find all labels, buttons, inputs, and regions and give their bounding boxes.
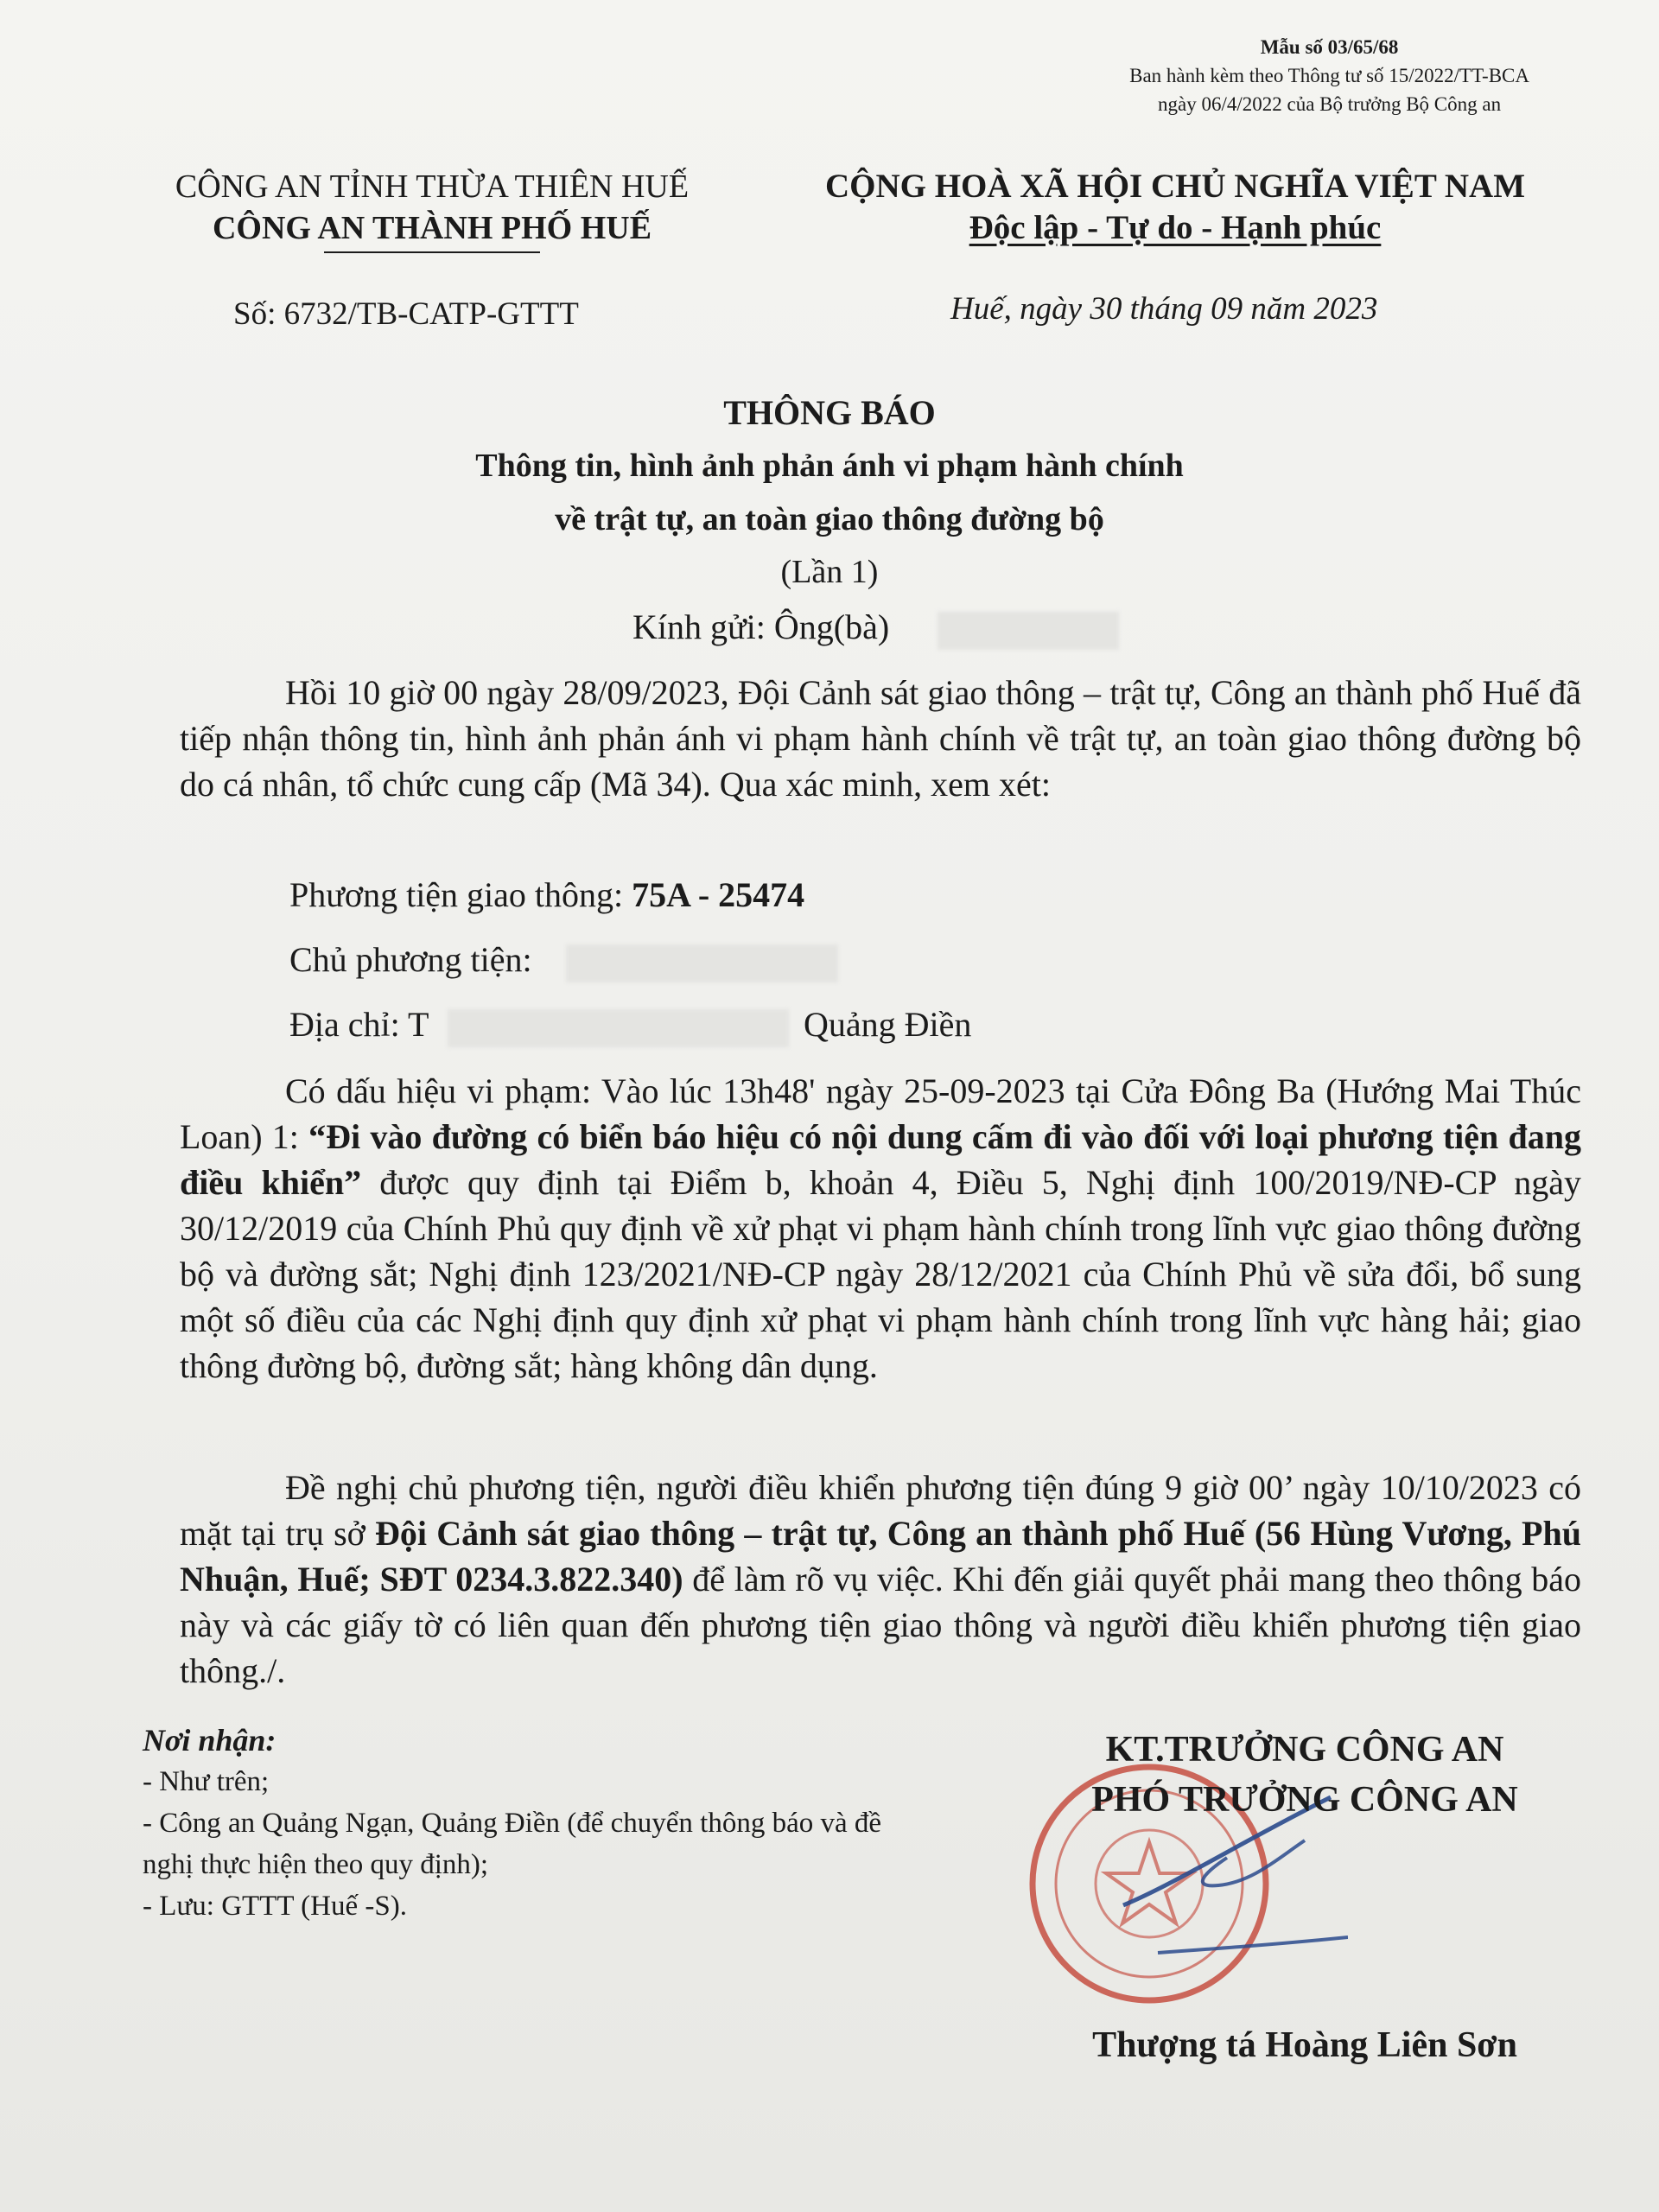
place-and-date: Huế, ngày 30 tháng 09 năm 2023 <box>950 291 1378 327</box>
form-date-line: ngày 06/4/2022 của Bộ trưởng Bộ Công an <box>1158 93 1502 115</box>
signer-name: Thượng tá Hoàng Liên Sơn <box>1092 2025 1517 2065</box>
request-location: Đội Cảnh sát giao thông – trật tự, Công an thành phố Huế (56 Hùng Vương, Phú Nhuận, Huế; SĐT 0234.3.822.340) <box>180 1514 1581 1599</box>
title-sub-1: Thông tin, hình ảnh phản ánh vi phạm hành chính <box>475 448 1184 484</box>
receiver-item: - Như trên; <box>143 1766 270 1797</box>
receivers-title: Nơi nhận: <box>143 1723 276 1758</box>
request-paragraph <box>180 1465 1581 1694</box>
signer-title-line-1: KT.TRƯỞNG CÔNG AN <box>1105 1730 1504 1770</box>
recipient-label: Kính gửi: Ông(bà) <box>632 607 890 646</box>
redacted-recipient <box>938 612 1119 650</box>
intro-text: Hồi 10 giờ 00 ngày 28/09/2023, Đội Cảnh sát giao thông – trật tự, Công an thành phố Huế đã tiếp nhận thông tin, hình ảnh phản ánh vi phạm hành chính về trật tự, an toàn giao thông đường bộ do cá nhân, tổ chức cung cấp (Mã 34). Qua xác minh, xem xét: <box>180 673 1581 804</box>
form-reference <box>1129 33 1529 118</box>
title-sub-2: về trật tự, an toàn giao thông đường bộ <box>555 501 1104 537</box>
issuing-agency <box>130 166 734 249</box>
nation-motto: Độc lập - Tự do - Hạnh phúc <box>969 209 1382 246</box>
address-label: Địa chỉ: T <box>289 1005 429 1044</box>
intro-paragraph <box>180 670 1581 807</box>
notice-round: (Lần 1) <box>780 554 879 590</box>
address-tail: Quảng Điền <box>804 1005 972 1044</box>
vehicle-plate: 75A - 25474 <box>632 875 805 914</box>
request-instructions: để làm rõ vụ việc. Khi đến giải quyết phải mang theo thông báo này và các giấy tờ có liên quan đến phương tiện giao thông và người điều khiển phương tiện giao thông./. <box>180 1560 1582 1690</box>
owner-label: Chủ phương tiện: <box>289 940 532 979</box>
vehicle-label: Phương tiện giao thông: <box>289 875 624 914</box>
form-code: Mẫu số 03/65/68 <box>1260 36 1399 58</box>
violation-legal-basis: được quy định tại Điểm b, khoản 4, Điều 5, Nghị định 100/2019/NĐ-CP ngày 30/12/2019 của Chính Phủ quy định về xử phạt vi phạm hành chính trong lĩnh vực giao thông đường bộ và đường sắt; Nghị định 123/2021/NĐ-CP ngày 28/12/2021 của Chính Phủ về sửa đổi, bổ sung một số điều của các Nghị định quy định xử phạt vi phạm hành chính trong lĩnh vực hàng hải; giao thông đường bộ, đường sắt; hàng không dân dụng. <box>180 1163 1581 1385</box>
address-row <box>289 1004 429 1045</box>
form-issued-line: Ban hành kèm theo Thông tư số 15/2022/TT-BCA <box>1129 65 1529 86</box>
violation-text <box>180 1068 1581 1389</box>
signer-title-line-2: PHÓ TRƯỞNG CÔNG AN <box>1091 1780 1518 1820</box>
recipient-line <box>632 607 889 647</box>
document-number: Số: 6732/TB-CATP-GTTT <box>233 296 579 332</box>
violation-paragraph <box>180 1068 1581 1389</box>
signer-title <box>994 1725 1616 1825</box>
receiver-item: - Công an Quảng Ngạn, Quảng Điền (để chuyển thông báo và đề nghị thực hiện theo quy định); <box>143 1808 882 1880</box>
redacted-address <box>448 1009 789 1047</box>
agency-underline <box>324 251 540 253</box>
vehicle-row <box>289 874 804 915</box>
violation-lead: Có dấu hiệu vi phạm: Vào lúc 13h48' ngày 25-09-2023 tại Cửa Đông Ba (Hướng Mai Thúc Loan) 1: <box>180 1071 1581 1156</box>
nation-name: CỘNG HOÀ XÃ HỘI CHỦ NGHĨA VIỆT NAM <box>824 168 1526 205</box>
title-main: THÔNG BÁO <box>723 393 936 432</box>
receiver-item: - Lưu: GTTT (Huế -S). <box>143 1891 407 1922</box>
redacted-owner <box>566 944 838 982</box>
request-lead: Đề nghị chủ phương tiện, người điều khiển phương tiện đúng 9 giờ 00’ ngày 10/10/2023 có mặt tại trụ sở <box>180 1468 1581 1553</box>
owner-row <box>289 939 532 980</box>
national-header <box>778 166 1573 249</box>
document-title <box>0 387 1659 546</box>
receivers-block <box>143 1719 920 1927</box>
request-text <box>180 1465 1581 1694</box>
parent-agency: CÔNG AN TỈNH THỪA THIÊN HUẾ <box>175 168 690 205</box>
issuing-unit: CÔNG AN THÀNH PHỐ HUẾ <box>212 210 652 246</box>
violation-offense: “Đi vào đường có biển báo hiệu có nội dung cấm đi vào đối với loại phương tiện đang điều khiển” <box>180 1117 1582 1202</box>
